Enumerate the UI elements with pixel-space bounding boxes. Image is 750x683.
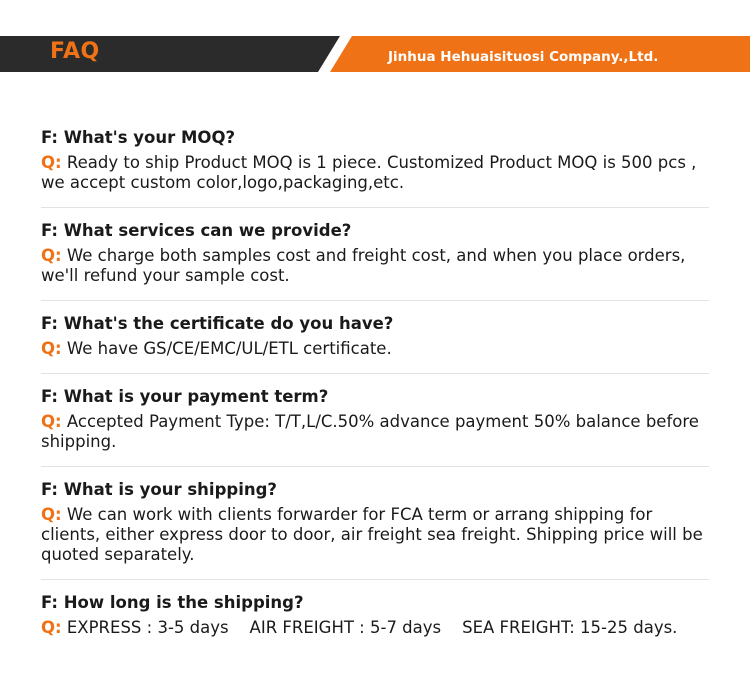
answer-prefix: Q: [41, 412, 62, 431]
faq-item [41, 479, 709, 580]
answer-prefix: Q: [41, 246, 62, 265]
answer-text: We can work with clients forwarder for FCA term or arrang shipping for clients, either express door to door, air freight sea freight. Shipping price will be quoted separately. [41, 505, 703, 564]
answer-text: We charge both samples cost and freight cost, and when you place orders, we'll refund your sample cost. [41, 246, 686, 285]
answer-text: EXPRESS : 3-5 days AIR FREIGHT : 5-7 days SEA FREIGHT: 15-25 days. [66, 618, 678, 637]
faq-list [41, 127, 709, 664]
faq-answer [41, 246, 709, 286]
answer-prefix: Q: [41, 339, 62, 358]
faq-answer [41, 339, 709, 359]
faq-item [41, 313, 709, 374]
faq-question: F: What's the certificate do you have? [41, 314, 394, 333]
answer-text: Ready to ship Product MOQ is 1 piece. Customized Product MOQ is 500 pcs , we accept custom color,logo,packaging,etc. [41, 153, 697, 192]
faq-item [41, 127, 709, 208]
header-banner [0, 36, 750, 72]
company-name: Jinhua Hehuaisituosi Company.,Ltd. [388, 49, 659, 65]
faq-answer [41, 618, 709, 638]
faq-question: F: What is your payment term? [41, 387, 329, 406]
faq-question: F: How long is the shipping? [41, 593, 304, 612]
faq-answer [41, 412, 709, 452]
answer-text: Accepted Payment Type: T/T,L/C.50% advance payment 50% balance before shipping. [41, 412, 699, 451]
answer-prefix: Q: [41, 505, 62, 524]
faq-question: F: What's your MOQ? [41, 128, 236, 147]
faq-answer [41, 153, 709, 193]
faq-question: F: What is your shipping? [41, 480, 277, 499]
faq-item [41, 386, 709, 467]
faq-answer [41, 505, 709, 565]
faq-question: F: What services can we provide? [41, 221, 352, 240]
faq-item [41, 592, 709, 652]
answer-prefix: Q: [41, 153, 62, 172]
faq-item [41, 220, 709, 301]
answer-prefix: Q: [41, 618, 62, 637]
answer-text: We have GS/CE/EMC/UL/ETL certificate. [66, 339, 392, 358]
banner-title: FAQ [50, 39, 100, 64]
